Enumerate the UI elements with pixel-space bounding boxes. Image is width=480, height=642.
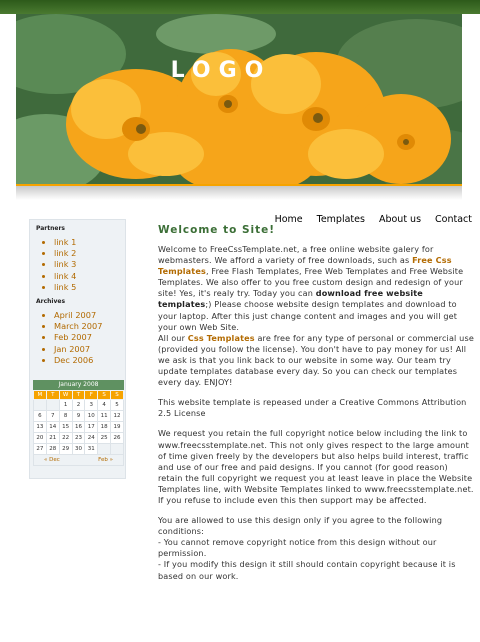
calendar-day [34, 400, 47, 411]
copyright-request-paragraph: We request you retain the full copyright notice below including the link to www.freecsstemplate.net. This not only gives respect to the large amount of time given freely by the developers but also helps build interest, traffic and use of our free and paid designs. If you cannot (for good reason) retain the full copyright we request you at least leave in place the Website Templates line, with Website Templates linked to www.freecsstemplate.net. If you refuse to include even this then support may be affected. [158, 428, 474, 505]
calendar-day[interactable]: 26 [111, 433, 124, 444]
page-title: Welcome to Site! [158, 224, 276, 236]
archive-link[interactable]: • April 2007 [54, 310, 125, 321]
calendar-day[interactable]: 28 [46, 444, 59, 455]
nav-about-us[interactable]: About us [378, 214, 422, 225]
calendar-day[interactable]: 12 [111, 411, 124, 422]
intro-paragraph [158, 244, 474, 333]
calendar-day[interactable]: 30 [72, 444, 85, 455]
calendar-day[interactable]: 2 [72, 400, 85, 411]
calendar-day[interactable]: 15 [59, 422, 72, 433]
license-text-b: are free for any type of personal or commercial use (provided you follow the license). You don't have to pay money for us! All we ask is that you link back to our website in some way. Our team try update templates database every day. So you can check our templates every day. ENJOY! [158, 332, 474, 388]
calendar-day-header: F [85, 391, 98, 400]
nav-contact[interactable]: Contact [435, 214, 472, 225]
calendar-day[interactable]: 3 [85, 400, 98, 411]
partner-link[interactable]: • link 1 [54, 237, 125, 248]
calendar-day[interactable]: 24 [85, 433, 98, 444]
calendar-day-header: M [34, 391, 47, 400]
partners-heading: Partners [36, 225, 65, 232]
condition-item: - If you modify this design it still should contain copyright because it is based on our work. [158, 559, 456, 581]
calendar-week [34, 422, 124, 433]
calendar-day[interactable]: 7 [46, 411, 59, 422]
calendar-day[interactable]: 4 [98, 400, 111, 411]
calendar-day[interactable]: 25 [98, 433, 111, 444]
calendar-day[interactable]: 6 [34, 411, 47, 422]
calendar-day[interactable]: 20 [34, 433, 47, 444]
calendar-grid [33, 390, 124, 455]
calendar-day-header: S [98, 391, 111, 400]
archive-link[interactable]: • Jan 2007 [54, 344, 125, 355]
nav-home[interactable]: Home [274, 214, 303, 225]
calendar-day[interactable]: 8 [59, 411, 72, 422]
calendar-day[interactable]: 31 [85, 444, 98, 455]
calendar-prev-link[interactable]: « Dec [44, 457, 60, 463]
calendar-day-header: S [111, 391, 124, 400]
partner-link[interactable]: • link 4 [54, 271, 125, 282]
archive-link[interactable]: • Feb 2007 [54, 332, 125, 343]
calendar-day[interactable]: 14 [46, 422, 59, 433]
sidebar [29, 219, 126, 479]
top-band [0, 0, 480, 14]
calendar-title: January 2008 [33, 380, 124, 390]
calendar-day [98, 444, 111, 455]
site-logo[interactable]: LOGO [170, 58, 272, 83]
cc-license-paragraph: This website template is repeased under a Creative Commons Attribution 2.5 License [158, 397, 467, 419]
calendar-day[interactable]: 10 [85, 411, 98, 422]
header-banner [16, 14, 462, 186]
calendar-day[interactable]: 13 [34, 422, 47, 433]
calendar-day[interactable]: 27 [34, 444, 47, 455]
archive-link[interactable]: • Dec 2006 [54, 355, 125, 366]
download-free-templates-text: download free website templates [158, 288, 423, 310]
calendar-day[interactable]: 22 [59, 433, 72, 444]
calendar-day[interactable]: 23 [72, 433, 85, 444]
archives-heading: Archives [36, 298, 66, 306]
css-templates-link[interactable]: Css Templates [187, 332, 255, 343]
calendar-day-header: W [59, 391, 72, 400]
calendar-day-header: T [46, 391, 59, 400]
calendar-day[interactable]: 1 [59, 400, 72, 411]
calendar-nav [33, 455, 124, 466]
header-shadow [16, 186, 462, 200]
calendar-week [34, 400, 124, 411]
main-content [158, 224, 474, 582]
intro-text-c: ;) Please choose website design templates and download to your laptop. After this just change content and images and you will get your own Web Site. [158, 299, 458, 332]
archive-link[interactable]: • March 2007 [54, 321, 125, 332]
calendar-day[interactable]: 18 [98, 422, 111, 433]
partner-link[interactable]: • link 5 [54, 282, 125, 293]
conditions-paragraph: You are allowed to use this design only if you agree to the following conditions: [158, 515, 443, 537]
intro-text-a: Welcome to FreeCssTemplate.net, a free online website galery for webmasters. We afford a variety of free downloads, such as [158, 244, 434, 266]
calendar [33, 380, 124, 466]
calendar-day[interactable]: 16 [72, 422, 85, 433]
nav-templates[interactable]: Templates [316, 214, 365, 225]
calendar-day[interactable]: 17 [85, 422, 98, 433]
free-css-templates-link[interactable]: Free Css Templates [158, 255, 452, 277]
calendar-day[interactable]: 5 [111, 400, 124, 411]
calendar-day[interactable]: 21 [46, 433, 59, 444]
partner-link[interactable]: • link 3 [54, 259, 125, 270]
archives-list [54, 310, 125, 366]
calendar-day[interactable]: 11 [98, 411, 111, 422]
flower-image [16, 14, 462, 186]
calendar-week [34, 411, 124, 422]
calendar-week [34, 444, 124, 455]
calendar-next-link[interactable]: Feb » [98, 457, 113, 463]
calendar-day[interactable]: 19 [111, 422, 124, 433]
calendar-day-header: T [72, 391, 85, 400]
intro-text-b: , Free Flash Templates, Free Web Templates and Free Website Templates. We also offer to you free custom design and redesign of your site! Yes, it's realy try. Today you can [158, 266, 464, 299]
license-text-a: All our [158, 332, 188, 343]
license-paragraph [158, 333, 474, 388]
condition-item: - You cannot remove copyright notice from this design without our permission. [158, 537, 437, 559]
partners-list [54, 237, 125, 293]
calendar-day [111, 444, 124, 455]
calendar-day[interactable]: 29 [59, 444, 72, 455]
calendar-day[interactable]: 9 [72, 411, 85, 422]
calendar-day [46, 400, 59, 411]
partner-link[interactable]: • link 2 [54, 248, 125, 259]
calendar-week [34, 433, 124, 444]
